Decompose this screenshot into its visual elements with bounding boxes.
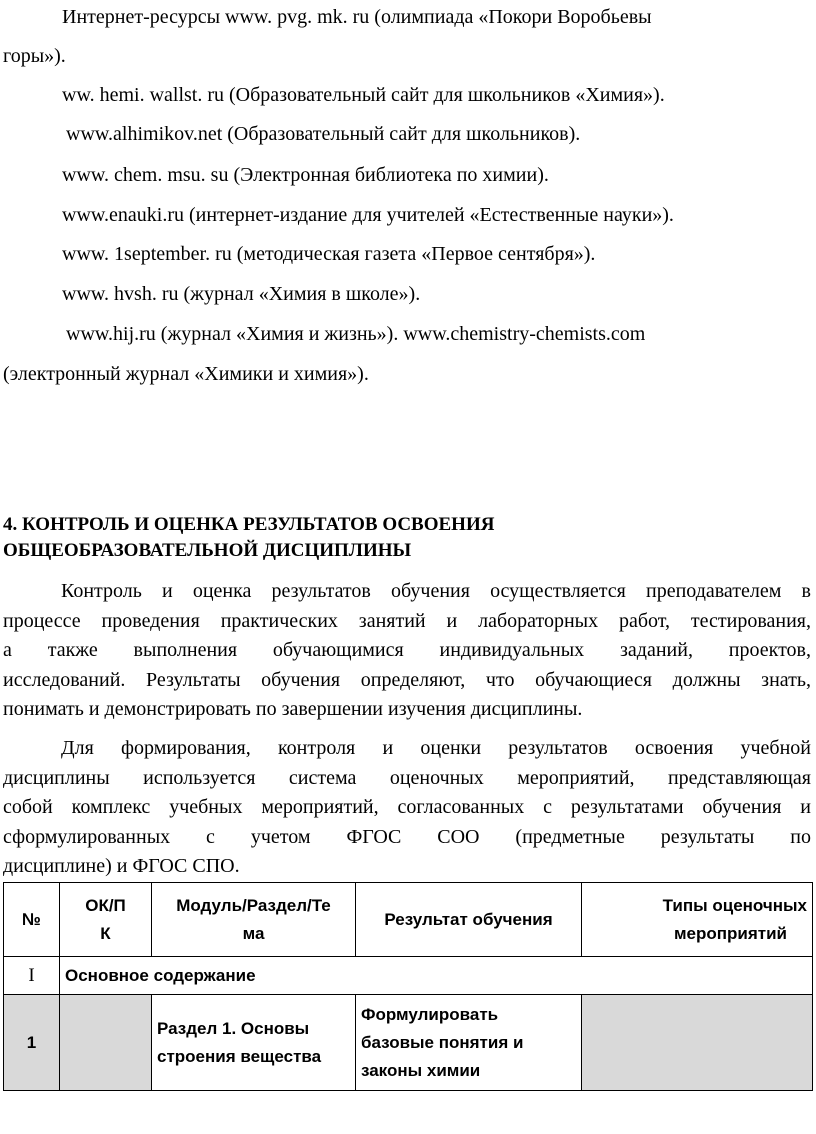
paragraph-line: исследований. Результаты обучения определяют, что обучающиеся должны знать, [3, 668, 811, 691]
header-result: Результат обучения [356, 883, 582, 957]
resource-line: ww. hemi. wallst. ru (Образовательный сайт для школьников «Химия»). [62, 84, 665, 106]
table-header-row [4, 883, 813, 957]
row-result [356, 995, 582, 1091]
row-ok [60, 995, 152, 1091]
row-module [152, 995, 356, 1091]
header-ok [60, 883, 152, 957]
row-result-line3: законы химии [361, 1060, 481, 1080]
resource-line: www. 1september. ru (методическая газета «Первое сентября»). [62, 243, 596, 265]
header-num: № [4, 883, 60, 957]
resource-line: www. hvsh. ru (журнал «Химия в школе»). [62, 283, 421, 305]
table-section-row [4, 957, 813, 995]
resource-line: www.enauki.ru (интернет-издание для учителей «Естественные науки»). [62, 204, 674, 226]
section-row-label: Основное содержание [60, 957, 813, 995]
paragraph-line: процессе проведения практических занятий и лабораторных работ, тестирования, [3, 609, 811, 632]
header-module-line1: Модуль/Раздел/Те [176, 895, 331, 915]
table-row [4, 995, 813, 1091]
header-module [152, 883, 356, 957]
resource-line: www. chem. msu. su (Электронная библиотека по химии). [62, 164, 549, 186]
row-result-line1: Формулировать [361, 1004, 499, 1024]
paragraph-line: Для формирования, контроля и оценки результатов освоения учебной [61, 737, 811, 759]
paragraph-line: сформулированных с учетом ФГОС СОО (предметные результаты по [3, 825, 811, 848]
header-module-line2: ма [242, 923, 265, 943]
row-types [582, 995, 813, 1091]
header-types [582, 883, 813, 957]
paragraph-line: собой комплекс учебных мероприятий, согласованных с результатами обучения и [3, 796, 811, 818]
resource-line: горы»). [3, 45, 66, 67]
section-heading [3, 512, 494, 564]
paragraph-assessment [3, 734, 811, 882]
paragraph-control [3, 577, 811, 725]
paragraph-line: дисциплине) и ФГОС СПО. [3, 855, 240, 877]
resource-line: Интернет-ресурсы www. pvg. mk. ru (олимпиада «Покори Воробьевы [62, 6, 652, 28]
header-types-line2: мероприятий [673, 923, 787, 943]
header-ok-line1: ОК/П [85, 895, 126, 915]
row-num: 1 [4, 995, 60, 1091]
paragraph-line: Контроль и оценка результатов обучения осуществляется преподавателем в [61, 580, 811, 602]
assessment-table [3, 882, 813, 1091]
row-module-line2: строения вещества [157, 1046, 322, 1066]
section-heading-line2: ОБЩЕОБРАЗОВАТЕЛЬНОЙ ДИСЦИПЛИНЫ [3, 540, 412, 561]
header-ok-line2: К [100, 923, 111, 943]
resource-line: www.hij.ru (журнал «Химия и жизнь»). www.chemistry-chemists.com [66, 323, 646, 345]
paragraph-line: понимать и демонстрировать по завершении изучения дисциплины. [3, 698, 583, 720]
resource-line: (электронный журнал «Химики и химия»). [3, 363, 369, 385]
resource-line: www.alhimikov.net (Образовательный сайт для школьников). [66, 123, 581, 145]
section-heading-line1: 4. КОНТРОЛЬ И ОЦЕНКА РЕЗУЛЬТАТОВ ОСВОЕНИЯ [3, 514, 495, 535]
row-result-line2: базовые понятия и [361, 1032, 524, 1052]
paragraph-line: а также выполнения обучающимися индивидуальных заданий, проектов, [3, 639, 811, 661]
header-types-line1: Типы оценочных [662, 895, 807, 915]
section-row-num: I [4, 957, 60, 995]
row-module-line1: Раздел 1. Основы [157, 1018, 310, 1038]
paragraph-line: дисциплины используется система оценочных мероприятий, представляющая [3, 766, 811, 789]
